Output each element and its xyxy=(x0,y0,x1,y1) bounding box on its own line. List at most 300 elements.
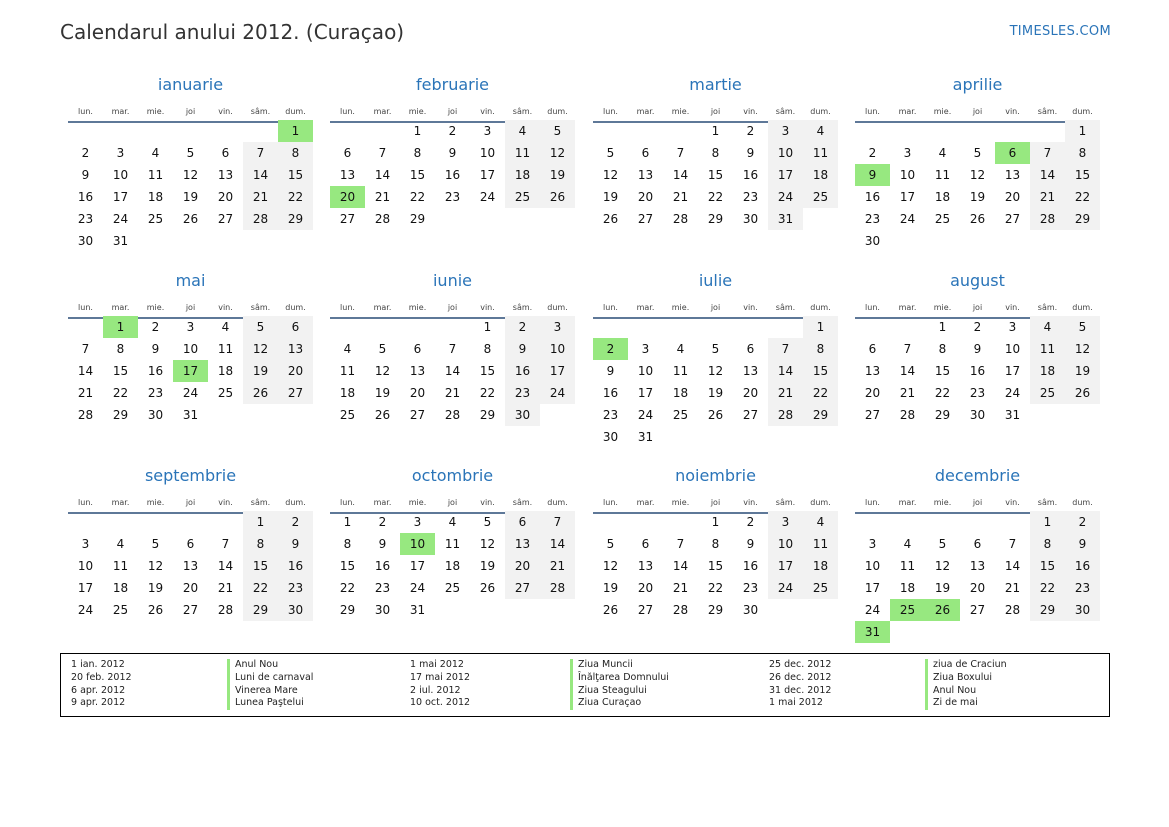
day-cell: 26 xyxy=(969,212,986,226)
day-cell: 20 xyxy=(637,581,654,595)
day-cell: 30 xyxy=(742,603,759,617)
day-cell: 10 xyxy=(768,533,803,555)
day-cell: 4 xyxy=(505,120,540,142)
day-cell: 16 xyxy=(444,168,461,182)
legend-dates-col-1 xyxy=(71,659,132,710)
weekday-header: sâm. xyxy=(512,107,533,116)
day-cell: 1 xyxy=(413,124,422,138)
legend-date: 1 mai 2012 xyxy=(769,697,823,709)
weekday-header: vin. xyxy=(218,498,233,507)
day-cell: 17 xyxy=(409,559,426,573)
day-cell: 30 xyxy=(278,599,313,621)
day-cell: 19 xyxy=(479,559,496,573)
day-cell: 18 xyxy=(444,559,461,573)
day-cell: 7 xyxy=(903,342,912,356)
day-cell: 6 xyxy=(413,342,422,356)
day-cell: 9 xyxy=(606,364,615,378)
day-cell: 24 xyxy=(409,581,426,595)
legend-date: 20 feb. 2012 xyxy=(71,671,132,683)
day-cell: 3 xyxy=(768,120,803,142)
day-cell: 20 xyxy=(742,386,759,400)
day-cell: 23 xyxy=(505,382,540,404)
day-cell: 2 xyxy=(448,124,457,138)
day-cell: 20 xyxy=(505,555,540,577)
weekday-header: joi xyxy=(447,498,458,507)
day-cell: 16 xyxy=(77,190,94,204)
day-cell: 10 xyxy=(479,146,496,160)
weekday-header: joi xyxy=(972,303,983,312)
day-cell: 11 xyxy=(217,342,234,356)
day-cell: 7 xyxy=(81,342,90,356)
weekday-header: vin. xyxy=(480,107,495,116)
weekday-header: mie. xyxy=(146,107,165,116)
weekday-header: dum. xyxy=(547,303,568,312)
day-cell: 9 xyxy=(746,146,755,160)
legend-names-col-1 xyxy=(227,659,313,710)
day-cell: 20 xyxy=(637,190,654,204)
page-title: Calendarul anului 2012. (Curaçao) xyxy=(60,20,405,44)
weekday-header: dum. xyxy=(285,498,306,507)
day-cell: 15 xyxy=(1030,555,1065,577)
day-cell: 16 xyxy=(505,360,540,382)
day-cell: 25 xyxy=(112,603,129,617)
day-cell: 24 xyxy=(77,603,94,617)
day-cell: 2 xyxy=(746,515,755,529)
day-cell: 6 xyxy=(641,537,650,551)
day-cell: 17 xyxy=(899,190,916,204)
day-cell: 27 xyxy=(864,408,881,422)
day-cell: 5 xyxy=(540,120,575,142)
day-cell: 24 xyxy=(182,386,199,400)
legend-date: 10 oct. 2012 xyxy=(410,697,471,709)
month-name: septembrie xyxy=(144,466,237,485)
weekday-header: sâm. xyxy=(250,107,271,116)
day-cell: 28 xyxy=(217,603,234,617)
day-cell: 7 xyxy=(676,146,685,160)
weekday-header: mar. xyxy=(111,107,130,116)
day-cell: 4 xyxy=(676,342,685,356)
day-cell: 16 xyxy=(742,559,759,573)
weekday-header: vin. xyxy=(1005,303,1020,312)
day-cell: 18 xyxy=(803,555,838,577)
day-cell: 1 xyxy=(243,511,278,533)
legend-date: 17 mai 2012 xyxy=(410,671,471,683)
weekday-header: mie. xyxy=(933,107,952,116)
day-cell: 13 xyxy=(637,168,654,182)
day-cell: 3 xyxy=(116,146,125,160)
month-name: noiembrie xyxy=(675,466,756,485)
weekday-header: dum. xyxy=(810,498,831,507)
weekday-header: dum. xyxy=(1072,303,1093,312)
day-cell: 17 xyxy=(637,386,654,400)
weekday-header: dum. xyxy=(285,107,306,116)
day-cell: 23 xyxy=(969,386,986,400)
month-header-rule xyxy=(593,317,838,319)
day-cell: 26 xyxy=(147,603,164,617)
legend-names-col-2 xyxy=(570,659,669,710)
day-cell: 27 xyxy=(1004,212,1021,226)
weekday-header: lun. xyxy=(603,498,618,507)
legend-holiday: Luni de carnaval xyxy=(227,672,313,685)
day-cell: 5 xyxy=(606,146,615,160)
day-cell: 14 xyxy=(77,364,94,378)
day-cell: 26 xyxy=(182,212,199,226)
weekday-header: joi xyxy=(185,303,196,312)
day-cell: 30 xyxy=(969,408,986,422)
day-cell: 29 xyxy=(278,208,313,230)
day-cell: 8 xyxy=(116,342,125,356)
weekday-header: lun. xyxy=(603,303,618,312)
day-cell: 5 xyxy=(938,537,947,551)
day-cell: 28 xyxy=(768,404,803,426)
day-cell: 19 xyxy=(182,190,199,204)
day-cell: 22 xyxy=(278,186,313,208)
legend-holiday: Zi de mai xyxy=(925,697,1007,710)
weekday-header: joi xyxy=(972,498,983,507)
weekday-header: mar. xyxy=(636,498,655,507)
day-cell: 23 xyxy=(278,577,313,599)
day-cell: 15 xyxy=(479,364,496,378)
weekday-header: mie. xyxy=(933,498,952,507)
day-cell: 11 xyxy=(339,364,356,378)
day-cell: 29 xyxy=(1065,208,1100,230)
day-cell: 31 xyxy=(112,234,129,248)
day-cell: 15 xyxy=(243,555,278,577)
weekday-header: lun. xyxy=(78,107,93,116)
day-cell: 4 xyxy=(903,537,912,551)
day-cell: 8 xyxy=(243,533,278,555)
day-cell: 26 xyxy=(602,212,619,226)
day-cell: 3 xyxy=(413,515,422,529)
day-cell: 17 xyxy=(768,555,803,577)
day-cell: 4 xyxy=(803,511,838,533)
day-cell: 7 xyxy=(1030,142,1065,164)
weekday-header: sâm. xyxy=(1037,303,1058,312)
month-name: martie xyxy=(689,75,742,94)
day-cell: 25 xyxy=(147,212,164,226)
day-cell: 3 xyxy=(903,146,912,160)
day-cell: 3 xyxy=(768,511,803,533)
day-cell: 30 xyxy=(77,234,94,248)
weekday-header: mar. xyxy=(111,303,130,312)
day-cell: 2 xyxy=(378,515,387,529)
day-cell: 28 xyxy=(899,408,916,422)
day-cell: 11 xyxy=(147,168,164,182)
day-cell: 5 xyxy=(711,342,720,356)
day-cell: 11 xyxy=(934,168,951,182)
day-cell: 21 xyxy=(768,382,803,404)
day-cell: 6 xyxy=(641,146,650,160)
day-cell: 28 xyxy=(444,408,461,422)
day-cell: 17 xyxy=(1004,364,1021,378)
day-cell: 28 xyxy=(672,212,689,226)
weekday-header: sâm. xyxy=(775,498,796,507)
day-cell: 22 xyxy=(479,386,496,400)
month-name: decembrie xyxy=(934,466,1021,485)
weekday-header: vin. xyxy=(218,303,233,312)
day-cell: 11 xyxy=(112,559,129,573)
holiday-day-cell: 20 xyxy=(330,186,365,208)
day-cell: 31 xyxy=(1004,408,1021,422)
day-cell: 17 xyxy=(768,164,803,186)
day-cell: 28 xyxy=(77,408,94,422)
weekday-header: mar. xyxy=(636,107,655,116)
day-cell: 29 xyxy=(707,212,724,226)
day-cell: 22 xyxy=(1030,577,1065,599)
weekday-header: sâm. xyxy=(1037,107,1058,116)
day-cell: 18 xyxy=(1030,360,1065,382)
legend-date: 9 apr. 2012 xyxy=(71,697,126,709)
day-cell: 1 xyxy=(483,320,492,334)
day-cell: 10 xyxy=(182,342,199,356)
month-header-rule xyxy=(855,121,1100,123)
day-cell: 24 xyxy=(768,577,803,599)
weekday-header: lun. xyxy=(78,303,93,312)
day-cell: 15 xyxy=(934,364,951,378)
day-cell: 14 xyxy=(243,164,278,186)
day-cell: 4 xyxy=(448,515,457,529)
day-cell: 18 xyxy=(803,164,838,186)
month-name: august xyxy=(950,271,1005,290)
day-cell: 15 xyxy=(278,164,313,186)
day-cell: 28 xyxy=(1030,208,1065,230)
day-cell: 29 xyxy=(803,404,838,426)
weekday-header: mie. xyxy=(671,303,690,312)
day-cell: 24 xyxy=(112,212,129,226)
weekday-header: mar. xyxy=(373,498,392,507)
legend-holiday: Anul Nou xyxy=(925,685,1007,698)
day-cell: 13 xyxy=(278,338,313,360)
day-cell: 3 xyxy=(1008,320,1017,334)
weekday-header: joi xyxy=(710,498,721,507)
day-cell: 21 xyxy=(77,386,94,400)
day-cell: 19 xyxy=(934,581,951,595)
day-cell: 13 xyxy=(864,364,881,378)
weekday-header: sâm. xyxy=(250,498,271,507)
day-cell: 9 xyxy=(378,537,387,551)
day-cell: 21 xyxy=(1004,581,1021,595)
day-cell: 7 xyxy=(768,338,803,360)
day-cell: 29 xyxy=(479,408,496,422)
day-cell: 19 xyxy=(602,190,619,204)
day-cell: 18 xyxy=(899,581,916,595)
day-cell: 7 xyxy=(378,146,387,160)
legend-date: 6 apr. 2012 xyxy=(71,684,126,696)
day-cell: 17 xyxy=(479,168,496,182)
day-cell: 13 xyxy=(969,559,986,573)
day-cell: 29 xyxy=(409,212,426,226)
weekday-header: dum. xyxy=(810,107,831,116)
day-cell: 19 xyxy=(147,581,164,595)
day-cell: 3 xyxy=(868,537,877,551)
day-cell: 16 xyxy=(742,168,759,182)
day-cell: 25 xyxy=(934,212,951,226)
day-cell: 7 xyxy=(448,342,457,356)
weekday-header: mie. xyxy=(933,303,952,312)
weekday-header: mie. xyxy=(146,498,165,507)
weekday-header: dum. xyxy=(547,107,568,116)
day-cell: 28 xyxy=(540,577,575,599)
day-cell: 17 xyxy=(540,360,575,382)
day-cell: 21 xyxy=(444,386,461,400)
day-cell: 13 xyxy=(339,168,356,182)
holiday-day-cell: 26 xyxy=(925,599,960,621)
weekday-header: mar. xyxy=(111,498,130,507)
day-cell: 26 xyxy=(374,408,391,422)
day-cell: 13 xyxy=(182,559,199,573)
day-cell: 13 xyxy=(742,364,759,378)
day-cell: 1 xyxy=(1065,120,1100,142)
day-cell: 17 xyxy=(77,581,94,595)
weekday-header: sâm. xyxy=(775,303,796,312)
weekday-header: mar. xyxy=(636,303,655,312)
day-cell: 18 xyxy=(339,386,356,400)
weekday-header: joi xyxy=(447,303,458,312)
day-cell: 7 xyxy=(243,142,278,164)
day-cell: 9 xyxy=(278,533,313,555)
weekday-header: lun. xyxy=(340,498,355,507)
day-cell: 23 xyxy=(147,386,164,400)
day-cell: 29 xyxy=(1030,599,1065,621)
weekday-header: lun. xyxy=(340,303,355,312)
day-cell: 2 xyxy=(746,124,755,138)
day-cell: 5 xyxy=(606,537,615,551)
day-cell: 24 xyxy=(864,603,881,617)
day-cell: 6 xyxy=(221,146,230,160)
weekday-header: mie. xyxy=(408,498,427,507)
day-cell: 12 xyxy=(969,168,986,182)
day-cell: 2 xyxy=(81,146,90,160)
month-name: iunie xyxy=(432,271,472,290)
day-cell: 25 xyxy=(505,186,540,208)
day-cell: 15 xyxy=(112,364,129,378)
day-cell: 12 xyxy=(1065,338,1100,360)
day-cell: 25 xyxy=(803,186,838,208)
legend-dates-col-2 xyxy=(410,659,470,710)
day-cell: 18 xyxy=(147,190,164,204)
day-cell: 25 xyxy=(672,408,689,422)
day-cell: 23 xyxy=(77,212,94,226)
day-cell: 4 xyxy=(803,120,838,142)
legend-holiday: Ziua Curaçao xyxy=(570,697,669,710)
weekday-header: lun. xyxy=(865,107,880,116)
day-cell: 27 xyxy=(278,382,313,404)
day-cell: 4 xyxy=(116,537,125,551)
day-cell: 12 xyxy=(540,142,575,164)
day-cell: 7 xyxy=(1008,537,1017,551)
day-cell: 6 xyxy=(278,316,313,338)
day-cell: 8 xyxy=(343,537,352,551)
day-cell: 6 xyxy=(868,342,877,356)
day-cell: 24 xyxy=(768,186,803,208)
legend-date: 26 dec. 2012 xyxy=(769,671,832,683)
day-cell: 6 xyxy=(746,342,755,356)
day-cell: 12 xyxy=(182,168,199,182)
day-cell: 10 xyxy=(1004,342,1021,356)
holiday-day-cell: 6 xyxy=(995,142,1030,164)
weekday-header: sâm. xyxy=(512,303,533,312)
day-cell: 4 xyxy=(343,342,352,356)
day-cell: 15 xyxy=(409,168,426,182)
day-cell: 23 xyxy=(602,408,619,422)
day-cell: 14 xyxy=(217,559,234,573)
day-cell: 30 xyxy=(864,234,881,248)
day-cell: 3 xyxy=(186,320,195,334)
day-cell: 31 xyxy=(768,208,803,230)
day-cell: 16 xyxy=(969,364,986,378)
weekday-header: mar. xyxy=(898,498,917,507)
day-cell: 23 xyxy=(444,190,461,204)
day-cell: 10 xyxy=(768,142,803,164)
day-cell: 27 xyxy=(339,212,356,226)
day-cell: 14 xyxy=(672,559,689,573)
day-cell: 2 xyxy=(505,316,540,338)
day-cell: 2 xyxy=(151,320,160,334)
day-cell: 22 xyxy=(112,386,129,400)
day-cell: 25 xyxy=(1030,382,1065,404)
day-cell: 8 xyxy=(1065,142,1100,164)
day-cell: 30 xyxy=(1065,599,1100,621)
day-cell: 15 xyxy=(1065,164,1100,186)
day-cell: 6 xyxy=(505,511,540,533)
day-cell: 27 xyxy=(409,408,426,422)
day-cell: 23 xyxy=(742,581,759,595)
legend-holiday: Anul Nou xyxy=(227,659,313,672)
day-cell: 12 xyxy=(147,559,164,573)
day-cell: 5 xyxy=(973,146,982,160)
day-cell: 20 xyxy=(969,581,986,595)
day-cell: 12 xyxy=(602,559,619,573)
day-cell: 4 xyxy=(221,320,230,334)
day-cell: 30 xyxy=(147,408,164,422)
day-cell: 26 xyxy=(479,581,496,595)
day-cell: 5 xyxy=(378,342,387,356)
day-cell: 25 xyxy=(217,386,234,400)
holiday-day-cell: 1 xyxy=(278,120,313,142)
day-cell: 14 xyxy=(540,533,575,555)
day-cell: 12 xyxy=(602,168,619,182)
day-cell: 19 xyxy=(374,386,391,400)
weekday-header: vin. xyxy=(1005,107,1020,116)
day-cell: 19 xyxy=(243,360,278,382)
day-cell: 29 xyxy=(112,408,129,422)
day-cell: 25 xyxy=(803,577,838,599)
holiday-day-cell: 2 xyxy=(593,338,628,360)
day-cell: 11 xyxy=(672,364,689,378)
day-cell: 30 xyxy=(505,404,540,426)
day-cell: 22 xyxy=(707,190,724,204)
day-cell: 8 xyxy=(1030,533,1065,555)
day-cell: 19 xyxy=(969,190,986,204)
weekday-header: mie. xyxy=(146,303,165,312)
day-cell: 8 xyxy=(803,338,838,360)
weekday-header: dum. xyxy=(1072,498,1093,507)
day-cell: 3 xyxy=(641,342,650,356)
day-cell: 1 xyxy=(938,320,947,334)
day-cell: 25 xyxy=(339,408,356,422)
day-cell: 22 xyxy=(934,386,951,400)
month-name: aprilie xyxy=(952,75,1003,94)
weekday-header: vin. xyxy=(480,303,495,312)
day-cell: 29 xyxy=(339,603,356,617)
day-cell: 27 xyxy=(182,603,199,617)
holiday-legend xyxy=(60,653,1110,717)
day-cell: 30 xyxy=(374,603,391,617)
brand-link[interactable]: TIMESLES.COM xyxy=(1009,24,1111,39)
weekday-header: mie. xyxy=(671,498,690,507)
legend-holiday: Ziua Steagului xyxy=(570,685,669,698)
day-cell: 16 xyxy=(278,555,313,577)
